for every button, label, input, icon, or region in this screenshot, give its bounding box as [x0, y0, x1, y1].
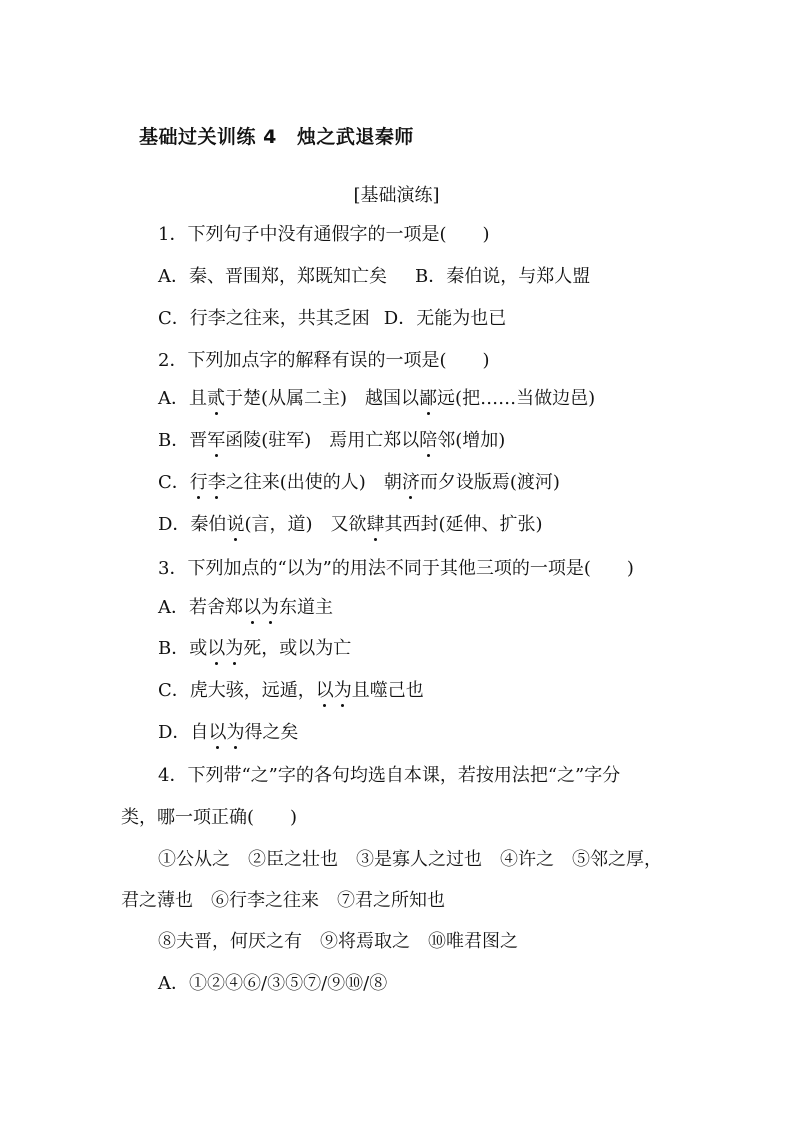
- emphasis-dot-char: 李: [207, 472, 226, 493]
- title-main: 基础过关训练 4: [139, 126, 277, 148]
- q2-option-d: [158, 513, 543, 537]
- emphasis-dot-char: 以: [243, 597, 261, 618]
- q4-stem-line1: 4．下列带“之”字的各句均选自本课，若按用法把“之”字分: [158, 765, 621, 786]
- q4-items-line1: ①公从之 ②臣之壮也 ③是寡人之过也 ④许之 ⑤邻之厚，: [158, 849, 662, 870]
- q4-items-line2: 君之薄也 ⑥行李之往来 ⑦君之所知也: [121, 890, 445, 911]
- q3-b-text: B．或: [158, 638, 208, 659]
- title-sub: 烛之武退秦师: [296, 126, 414, 148]
- q2-a-text: A．且: [158, 388, 207, 409]
- emphasis-dot-char: 济: [401, 472, 420, 493]
- q3-option-d: [158, 721, 298, 745]
- q2-c-text2: 朝: [383, 472, 402, 493]
- q2-b-text2: 焉用亡郑以: [329, 430, 420, 451]
- q3-d-text2: 得之矣: [244, 722, 299, 743]
- page-title: [139, 122, 414, 149]
- q3-d-text: D．自: [158, 722, 209, 743]
- q2-c-gloss2: 而夕设版焉(渡河): [419, 472, 560, 493]
- q1-options-ab: [158, 265, 590, 289]
- q4-items-line3: ⑧夫晋，何厌之有 ⑨将焉取之 ⑩唯君图之: [158, 931, 518, 952]
- q2-a-text2: 越国以: [365, 388, 420, 409]
- q2-d-gloss2: 其西封(延伸、扩张): [384, 514, 543, 535]
- q3-option-c: [158, 679, 424, 703]
- q3-c-text: C．虎大骇，远遁，: [158, 680, 316, 701]
- emphasis-dot-char: 陪: [419, 430, 438, 451]
- q2-a-gloss2: 远(把……当做边邑): [437, 388, 596, 409]
- q2-option-c: [158, 471, 560, 495]
- emphasis-dot-char: 行: [189, 472, 208, 493]
- emphasis-dot-char: 军: [207, 430, 226, 451]
- emphasis-dot-char: 为: [333, 680, 352, 701]
- q3-stem: 3．下列加点的“以为”的用法不同于其他三项的一项是( ): [158, 558, 634, 579]
- emphasis-dot-char: 为: [225, 638, 244, 659]
- q1-option-a: A．秦、晋围郑，郑既知亡矣: [158, 266, 387, 287]
- emphasis-dot-char: 鄙: [419, 388, 438, 409]
- q3-a-text: A．若舍郑: [158, 597, 243, 618]
- emphasis-dot-char: 以: [207, 638, 226, 659]
- q1-stem: 1．下列句子中没有通假字的一项是( ): [158, 224, 490, 245]
- emphasis-dot-char: 以: [208, 722, 227, 743]
- q2-d-text: D．秦伯: [158, 514, 227, 535]
- q2-stem: 2．下列加点字的解释有误的一项是( ): [158, 350, 490, 371]
- emphasis-dot-char: 以: [315, 680, 334, 701]
- q3-b-text2: 死，或以为亡: [243, 638, 352, 659]
- q2-a-gloss1: 于楚(从属二主): [225, 388, 348, 409]
- q3-option-a: [158, 596, 333, 620]
- q2-b-text: B．晋: [158, 430, 208, 451]
- q2-c-gloss1: 之往来(出使的人): [225, 472, 366, 493]
- q1-options-cd: [158, 307, 506, 331]
- q2-c-label: C．: [158, 472, 190, 493]
- emphasis-dot-char: 肆: [366, 514, 385, 535]
- q3-a-text2: 东道主: [279, 597, 333, 618]
- q2-option-a: [158, 387, 595, 411]
- emphasis-dot-char: 为: [226, 722, 245, 743]
- q2-b-gloss1: 函陵(驻军): [225, 430, 312, 451]
- q4-option-a: A．①②④⑥/③⑤⑦/⑨⑩/⑧: [158, 973, 388, 994]
- emphasis-dot-char: 为: [261, 597, 279, 618]
- emphasis-dot-char: 说: [226, 514, 245, 535]
- q4-stem-line2: 类，哪一项正确( ): [121, 807, 298, 828]
- q1-option-b: B．秦伯说，与郑人盟: [415, 266, 591, 287]
- q3-c-text2: 且噬己也: [351, 680, 424, 701]
- q3-option-b: [158, 637, 351, 661]
- q2-b-gloss2: 邻(增加): [437, 430, 506, 451]
- emphasis-dot-char: 贰: [207, 388, 225, 409]
- section-heading: [基础演练]: [353, 185, 440, 206]
- q1-option-c: C．行李之往来，共其乏困: [158, 308, 370, 329]
- q1-option-d: D．无能为也已: [383, 308, 507, 329]
- q2-option-b: [158, 429, 505, 453]
- q2-d-gloss1: (言，道): [244, 514, 313, 535]
- q2-d-text2: 又欲: [330, 514, 367, 535]
